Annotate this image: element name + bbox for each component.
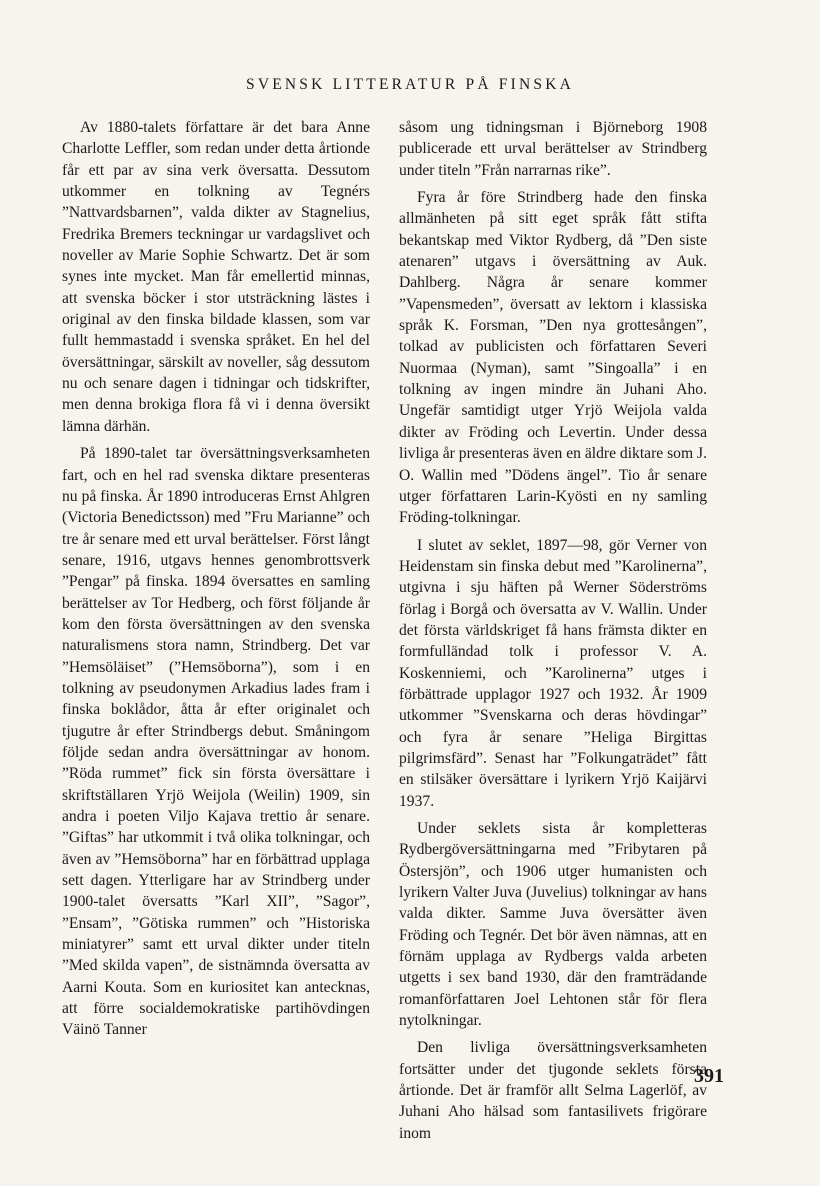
- paragraph: På 1890-talet tar översättningsverksamheten fart, och en hel rad svenska diktare presenteras nu på finska. År 1890 introduceras Ernst Ahlgren (Victoria Benedictsson) med ”Fru Marianne” och tre år senare med ett urval berättelser. Först långt senare, 1916, utgavs hennes genombrottsverk ”Pengar” på finska. 1894 översattes en samling berättelser av Tor Hedberg, och först följande år kom den första översättningen av den svenska naturalismens stora namn, Strindberg. Det var ”Hemsöläiset” (”Hemsöborna”), som i en tolkning av pseudonymen Arkadius lades fram i finska boklådor, åtta år efter originalet och tjugutre år efter Strindbergs debut. Småningom följde sedan andra översättningar av honom. ”Röda rummet” fick sin första översättare i skriftställaren Yrjö Weijola (Weilin) 1909, sin andra i poeten Viljo Kajava trettio år senare. ”Giftas” har utkommit i två olika tolkningar, och även av ”Hemsöborna” har en förbättrad upplaga sett dagen. Ytterligare har av Strindberg under 1900-talet översatts ”Karl XII”, ”Sagor”, ”Ensam”, ”Götiska rummen” och ”Historiska miniatyrer” samt ett urval dikter under titeln ”Med skilda vapen”, de sistnämnda översatta av Aarni Kouta. Som en kuriositet kan antecknas, att förre socialdemokratiske partihövdingen Väinö Tanner: [62, 445, 370, 1039]
- page-number: 391: [694, 1065, 724, 1087]
- paragraph: Den livliga översättningsverksamheten fortsätter under det tjugonde seklets första årtionde. Det är framför allt Selma Lagerlöf, av Juhani Aho hälsad som fantasilivets frigörare inom: [399, 1039, 707, 1142]
- paragraph-continuation: såsom ung tidningsman i Björneborg 1908 publicerade ett urval berättelser av Strindberg under titeln ”Från narrarnas rike”.: [399, 119, 707, 179]
- left-column: [62, 117, 370, 1047]
- paragraph: I slutet av seklet, 1897—98, gör Verner von Heidenstam sin finska debut med ”Karolinerna”, utgivna i sju häften på Werner Söderströms förlag i Borgå och översatta av V. Wallin. Under det första världskriget få hans främsta dikter en formfulländad tolk i professor V. A. Koskenniemi, och ”Karolinerna” utges i förbättrade upplagor 1927 och 1932. År 1909 utkommer ”Svenskarna och deras hövdingar” och fyra år senare ”Heliga Birgittas pilgrimsfärd”. Senast har ”Folkungaträdet” fått en stilsäker översättare i lyrikern Yrjö Kaijärvi 1937.: [399, 536, 707, 810]
- running-title: SVENSK LITTERATUR PÅ FINSKA: [246, 76, 574, 93]
- paragraph: Fyra år före Strindberg hade den finska allmänheten på sitt eget språk fått stifta bekantskap med Viktor Rydberg, då ”Den siste atenaren” utgavs i översättning av Auk. Dahlberg. Några år senare kommer ”Vapensmeden”, översatt av lektorn i klassiska språk K. Forsman, ”Den nya grottesången”, tolkad av publicisten och författaren Severi Nuormaa (Nyman), samt ”Singoalla” i en tolkning av ingen mindre än Juhani Aho. Ungefär samtidigt utger Yrjö Weijola valda dikter av Fröding och Levertin. Under dessa livliga år presenteras även en äldre diktare som J. O. Wallin med ”Dödens ängel”. Tio år senare utger författaren Larin-Kyösti en ny samling Fröding-tolkningar.: [399, 189, 707, 527]
- paragraph: Under seklets sista år kompletteras Rydbergöversättningarna med ”Fribytaren på Östersjön”, och 1906 utger humanisten och lyrikern Valter Juva (Juvelius) tolkningar av hans valda dikter. Samme Juva översätter även Fröding och Tegnér. Det bör även nämnas, att en förnäm upplaga av Rydbergs valda arbeten utgetts i sex band 1930, där den framträdande romanförfattaren Joel Lehtonen står för flera nytolkningar.: [399, 820, 707, 1030]
- right-column: [399, 117, 707, 1150]
- paragraph: Av 1880-talets författare är det bara Anne Charlotte Leffler, som redan under detta årtionde får ett par av sina verk översatta. Dessutom utkommer en tolkning av Tegnérs ”Nattvardsbarnen”, valda dikter av Stagnelius, Fredrika Bremers teckningar ur vardagslivet och noveller av Marie Sophie Schwartz. Det är som synes inte mycket. Man får emellertid minnas, att svenska böcker i stor utsträckning lästes i original av den finska bildade klassen, som var fullt hemmastadd i svenska språket. En hel del översättningar, särskilt av noveller, såg dessutom nu och senare dagen i tidningar och tidskrifter, men denna brokiga flora få vi i denna översikt lämna därhän.: [62, 119, 370, 435]
